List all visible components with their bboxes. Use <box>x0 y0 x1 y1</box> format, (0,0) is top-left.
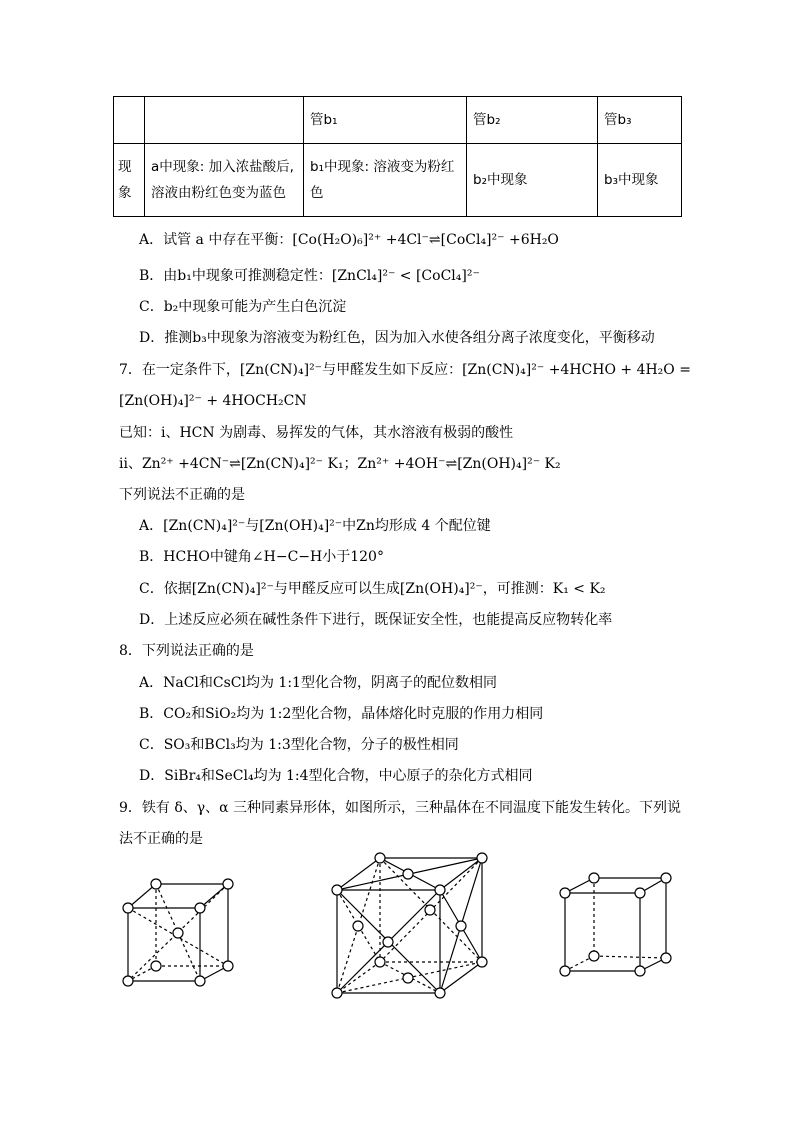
q7-known-1: 已知：i、HCN 为剧毒、易挥发的气体，其水溶液有极弱的酸性 <box>119 425 514 441</box>
table-cell-b3: b₃中现象 <box>598 144 682 217</box>
q6-option-a: A．试管 a 中存在平衡：[Co(H₂O)₆]²⁺ +4Cl⁻⇌[CoCl₄]²⁻ +6H₂O <box>139 232 559 248</box>
q6-option-d: D．推测b₃中现象为溶液变为粉红色，因为加入水使各组分离子浓度变化，平衡移动 <box>139 330 655 346</box>
q9-stem-line2: 法不正确的是 <box>119 831 203 847</box>
q7-question: 下列说法不正确的是 <box>119 487 245 503</box>
q8-stem: 8．下列说法正确的是 <box>119 643 254 659</box>
q7-option-a: A．[Zn(CN)₄]²⁻与[Zn(OH)₄]²⁻中Zn均形成 4 个配位键 <box>139 518 491 534</box>
table-header-b1: 管b₁ <box>304 97 467 144</box>
table-cell-b1: b₁中现象: 溶液变为粉红色 <box>304 144 467 217</box>
q7-option-d: D．上述反应必须在碱性条件下进行，既保证安全性，也能提高反应物转化率 <box>139 612 613 628</box>
table-cell <box>114 97 145 144</box>
q9-stem-line1: 9．铁有 δ、γ、α 三种同素异形体，如图所示，三种晶体在不同温度下能发生转化。下列说 <box>119 800 682 816</box>
q8-option-d: D．SiBr₄和SeCl₄均为 1:4型化合物，中心原子的杂化方式相同 <box>139 768 533 784</box>
q7-stem-line1: 7．在一定条件下，[Zn(CN)₄]²⁻与甲醛发生如下反应：[Zn(CN)₄]²⁻ +4HCHO + 4H₂O = <box>119 362 691 378</box>
sc-unit-cell <box>560 873 671 976</box>
table-cell <box>145 97 304 144</box>
q7-known-2: ii、Zn²⁺ +4CN⁻⇌[Zn(CN)₄]²⁻ K₁；Zn²⁺ +4OH⁻⇌[Zn(OH)₄]²⁻ K₂ <box>119 456 561 472</box>
observation-table <box>113 96 682 217</box>
q8-option-b: B．CO₂和SiO₂均为 1:2型化合物，晶体熔化时克服的作用力相同 <box>139 706 544 722</box>
q7-option-b: B．HCHO中键角∠H−C−H小于120° <box>139 549 384 565</box>
q8-option-c: C．SO₃和BCl₃均为 1:3型化合物，分子的极性相同 <box>139 737 459 753</box>
table-cell-b2: b₂中现象 <box>467 144 598 217</box>
q8-option-a: A．NaCl和CsCl均为 1:1型化合物，阴离子的配位数相同 <box>139 675 497 691</box>
crystal-structures-figure <box>110 850 690 1010</box>
q7-option-c: C．依据[Zn(CN)₄]²⁻与甲醛反应可以生成[Zn(OH)₄]²⁻，可推测：K₁ < K₂ <box>139 581 606 597</box>
q6-option-c: C．b₂中现象可能为产生白色沉淀 <box>139 299 347 315</box>
row-label: 现象 <box>114 144 145 217</box>
fcc-unit-cell <box>332 853 487 998</box>
table-cell-a: a中现象: 加入浓盐酸后,溶液由粉红色变为蓝色 <box>145 144 304 217</box>
bcc-unit-cell <box>123 879 233 986</box>
q6-option-b: B．由b₁中现象可推测稳定性：[ZnCl₄]²⁻ < [CoCl₄]²⁻ <box>139 268 480 284</box>
table-header-row <box>114 97 682 144</box>
table-header-b3: 管b₃ <box>598 97 682 144</box>
table-header-b2: 管b₂ <box>467 97 598 144</box>
table-row <box>114 144 682 217</box>
q7-stem-line2: [Zn(OH)₄]²⁻ + 4HOCH₂CN <box>119 393 307 409</box>
